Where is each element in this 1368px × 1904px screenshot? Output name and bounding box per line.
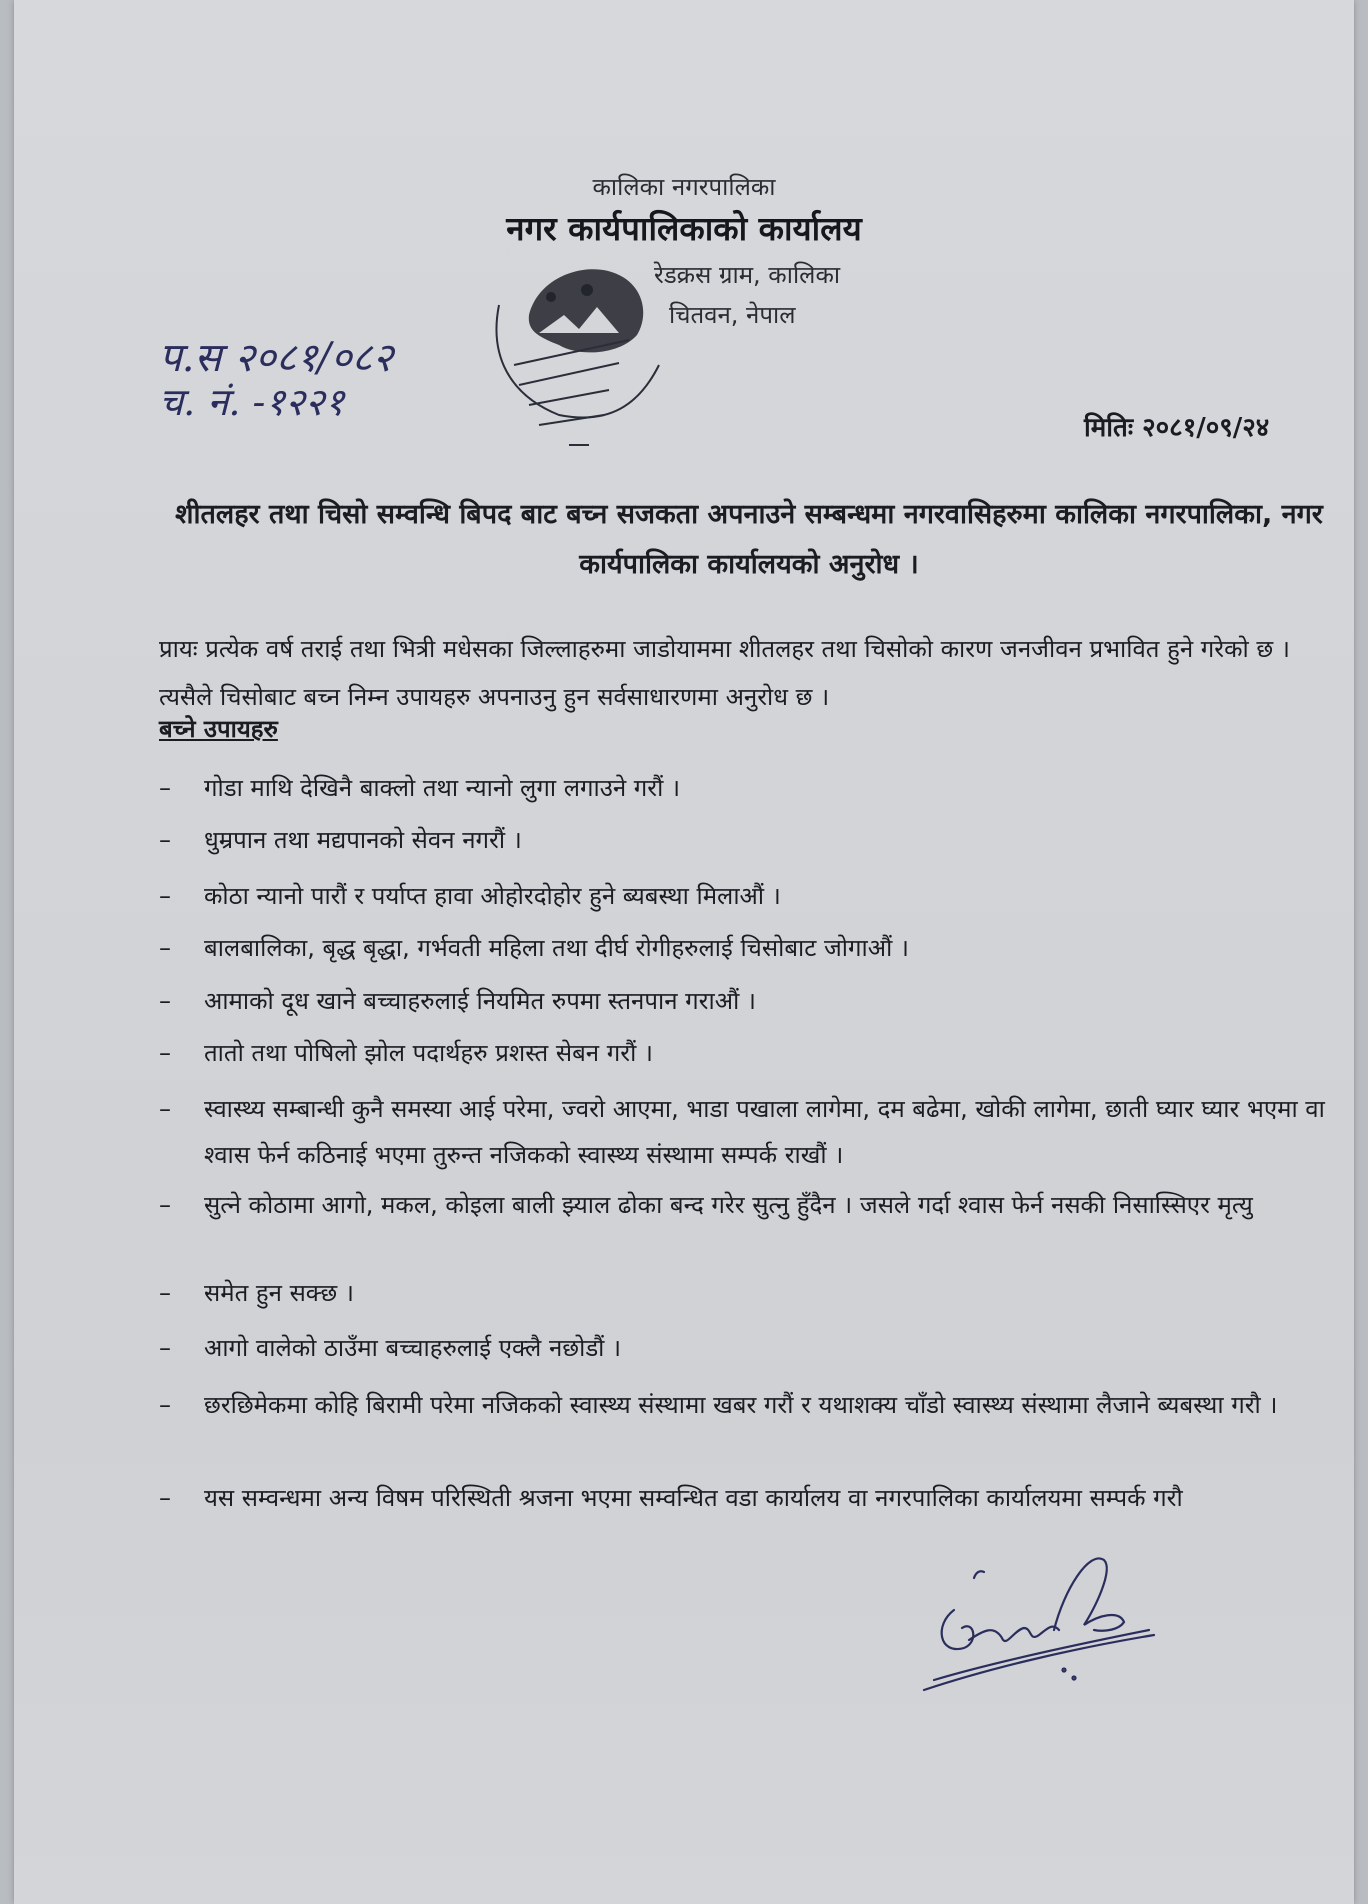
official-seal-stamp [469, 245, 699, 475]
intro-paragraph: प्रायः प्रत्येक वर्ष तराई तथा भित्री मधेसका जिल्लाहरुमा जाडोयाममा शीतलहर तथा चिसोको कारण जनजीवन प्रभावित हुने गरेको छ । त्यसैले चिसोबाट बच्न निम्न उपायहरु अपनाउनु हुन सर्वसाधारणमा अनुरोध छ । [159, 635, 1290, 711]
list-item-text: बालबालिका, बृद्ध बृद्धा, गर्भवती महिला तथा दीर्घ रोगीहरुलाई चिसोबाट जोगाऔं । [204, 934, 909, 962]
list-item-text: आमाको दूध खाने बच्चाहरुलाई नियमित रुपमा स्तनपान गराऔं । [204, 987, 756, 1015]
list-item-text: गोडा माथि देखिनै बाक्लो तथा न्यानो लुगा लगाउने गरौं । [204, 774, 681, 802]
list-item: – छरछिमेकमा कोहि बिरामी परेमा नजिकको स्वास्थ्य संस्थामा खबर गरौं र यथाशक्य चाँडो स्वास्थ्य संस्थामा लैजाने ब्यबस्था गरौ । [159, 1382, 1329, 1428]
list-item: – सुत्ने कोठामा आगो, मकल, कोइला बाली झ्याल ढोका बन्द गरेर सुत्नु हुँदैन । जसले गर्दा श्वास फेर्न नसकी निसास्सिएर मृत्यु [159, 1182, 1329, 1228]
list-item: – समेत हुन सक्छ । [159, 1270, 1329, 1316]
list-item: – बालबालिका, बृद्ध बृद्धा, गर्भवती महिला तथा दीर्घ रोगीहरुलाई चिसोबाट जोगाऔं । [159, 925, 1329, 971]
letter-date: मितिः २०८१/०९/२४ [1084, 413, 1270, 443]
signature [914, 1530, 1174, 1710]
list-item: – कोठा न्यानो पारौं र पर्याप्त हावा ओहोरदोहोर हुने ब्यबस्था मिलाऔं । [159, 873, 1329, 919]
list-item-text: सुत्ने कोठामा आगो, मकल, कोइला बाली झ्याल ढोका बन्द गरेर सुत्नु हुँदैन । जसले गर्दा श्वास फेर्न नसकी निसास्सिएर मृत्यु [204, 1191, 1253, 1219]
list-item: – तातो तथा पोषिलो झोल पदार्थहरु प्रशस्त सेबन गरौं । [159, 1030, 1329, 1076]
address-line-2: चितवन, नेपाल [669, 301, 796, 329]
list-item: – स्वास्थ्य सम्बान्धी कुनै समस्या आई परेमा, ज्वरो आएमा, भाडा पखाला लागेमा, दम बढेमा, खोकी लागेमा, छाती घ्यार घ्यार भएमा वा श्वास फेर्न कठिनाई भएमा तुरुन्त नजिकको स्वास्थ्य संस्थामा सम्पर्क राखौं । [159, 1086, 1329, 1178]
letter-subject: शीतलहर तथा चिसो सम्वन्धि बिपद बाट बच्न सजकता अपनाउने सम्बन्धमा नगरवासिहरुमा कालिका नगरपालिका, नगर कार्यपालिका कार्यालयको अनुरोध । [175, 499, 1323, 580]
list-item: – आगो वालेको ठाउँमा बच्चाहरुलाई एक्लै नछोडौं । [159, 1325, 1329, 1371]
list-item: – गोडा माथि देखिनै बाक्लो तथा न्यानो लुगा लगाउने गरौं । [159, 765, 1329, 811]
office-title: नगर कार्यपालिकाको कार्यालय [506, 209, 862, 248]
list-item: – धुम्रपान तथा मद्यपानको सेवन नगरौं । [159, 817, 1329, 863]
list-item-text: तातो तथा पोषिलो झोल पदार्थहरु प्रशस्त सेबन गरौं । [204, 1039, 654, 1067]
list-item-text: स्वास्थ्य सम्बान्धी कुनै समस्या आई परेमा, ज्वरो आएमा, भाडा पखाला लागेमा, दम बढेमा, खोकी लागेमा, छाती घ्यार घ्यार भएमा वा श्वास फेर्न कठिनाई भएमा तुरुन्त नजिकको स्वास्थ्य संस्थामा सम्पर्क राखौं । [204, 1095, 1325, 1169]
list-item-text: यस सम्वन्धमा अन्य विषम परिस्थिती श्रजना भएमा सम्वन्धित वडा कार्यालय वा नगरपालिका कार्यालयमा सम्पर्क गरौ [204, 1484, 1183, 1512]
list-item-text: कोठा न्यानो पारौं र पर्याप्त हावा ओहोरदोहोर हुने ब्यबस्था मिलाऔं । [204, 882, 781, 910]
dispatch-number: च. नं. -१२२१ [159, 380, 345, 424]
list-item-text: समेत हुन सक्छ । [204, 1279, 354, 1307]
address-line-1: रेडक्रस ग्राम, कालिका [654, 261, 841, 289]
list-item-text: छरछिमेकमा कोहि बिरामी परेमा नजिकको स्वास्थ्य संस्थामा खबर गरौं र यथाशक्य चाँडो स्वास्थ्य संस्थामा लैजाने ब्यबस्था गरौ । [204, 1391, 1278, 1419]
letter-page [14, 0, 1354, 1904]
list-item-text: आगो वालेको ठाउँमा बच्चाहरुलाई एक्लै नछोडौं । [204, 1334, 622, 1362]
list-item: – यस सम्वन्धमा अन्य विषम परिस्थिती श्रजना भएमा सम्वन्धित वडा कार्यालय वा नगरपालिका कार्यालयमा सम्पर्क गरौ [159, 1475, 1329, 1521]
municipality-name: कालिका नगरपालिका [592, 173, 776, 201]
list-item: – आमाको दूध खाने बच्चाहरुलाई नियमित रुपमा स्तनपान गराऔं । [159, 978, 1329, 1024]
measures-heading: बच्ने उपायहरु [159, 715, 278, 743]
letter-reference-number: प.स २०८१/०८२ [159, 335, 394, 381]
list-item-text: धुम्रपान तथा मद्यपानको सेवन नगरौं । [204, 826, 522, 854]
